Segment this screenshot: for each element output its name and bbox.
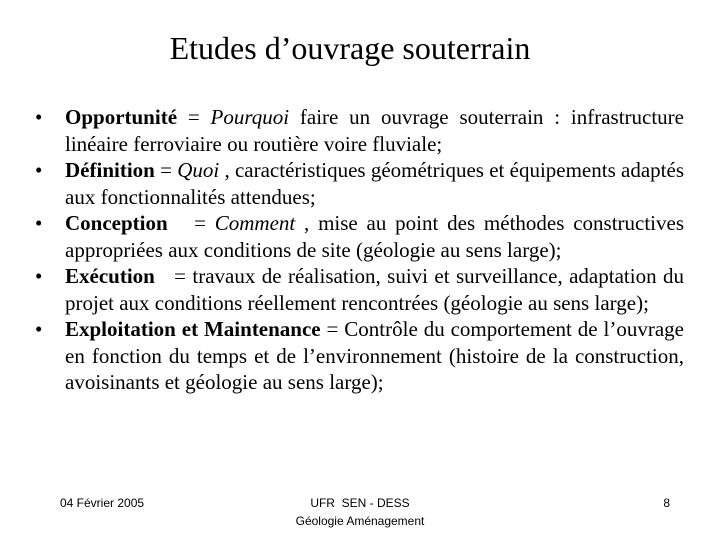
footer-org-line2: Géologie Aménagement: [295, 514, 425, 528]
bullet-list: [35, 104, 684, 396]
bullet-text: , caractéristiques géométriques et équipements adaptés aux fonctionnalités attendues;: [65, 158, 684, 209]
bullet-separator: =: [167, 211, 215, 235]
bullet-item-conception: [35, 210, 684, 263]
page-number: 8: [663, 496, 670, 510]
bullet-question: Quoi: [177, 158, 220, 182]
bullet-term: Exécution: [65, 264, 155, 288]
bullet-text: , mise au point des méthodes constructives appropriées aux conditions de site (géologie au sens large);: [65, 211, 685, 262]
bullet-icon: •: [35, 264, 43, 288]
bullet-separator: =: [154, 158, 178, 182]
bullet-icon: •: [35, 211, 43, 235]
footer-date: 04 Février 2005: [60, 496, 145, 510]
footer-org-line1: UFR SEN - DESS: [310, 496, 410, 510]
bullet-icon: •: [35, 105, 43, 129]
bullet-item-definition: [35, 157, 684, 210]
bullet-term: Exploitation et Maintenance: [65, 317, 321, 341]
bullet-icon: •: [35, 317, 43, 341]
bullet-text: faire un ouvrage souterrain : infrastructure linéaire ferroviaire ou routière voire fluviale;: [65, 105, 684, 156]
bullet-separator: =: [177, 105, 211, 129]
bullet-separator: =: [320, 317, 345, 341]
bullet-separator: =: [154, 264, 193, 288]
bullet-item-exploitation: [35, 316, 684, 396]
bullet-term: Opportunité: [65, 105, 178, 129]
bullet-term: Définition: [65, 158, 155, 182]
bullet-text: Contrôle du comportement de l’ouvrage en fonction du temps et de l’environnement (histoire de la construction, avoisinants et géologie au sens large);: [65, 317, 684, 394]
bullet-item-execution: [35, 263, 684, 316]
bullet-icon: •: [35, 158, 43, 182]
bullet-question: Comment: [214, 211, 296, 235]
slide-title: Etudes d’ouvrage souterrain: [169, 30, 531, 66]
bullet-text: travaux de réalisation, suivi et surveillance, adaptation du projet aux conditions réellement rencontrées (géologie au sens large);: [65, 264, 684, 315]
bullet-item-opportunite: [35, 104, 684, 157]
footer-organization: [260, 494, 460, 530]
bullet-term: Conception: [65, 211, 168, 235]
bullet-question: Pourquoi: [210, 105, 290, 129]
